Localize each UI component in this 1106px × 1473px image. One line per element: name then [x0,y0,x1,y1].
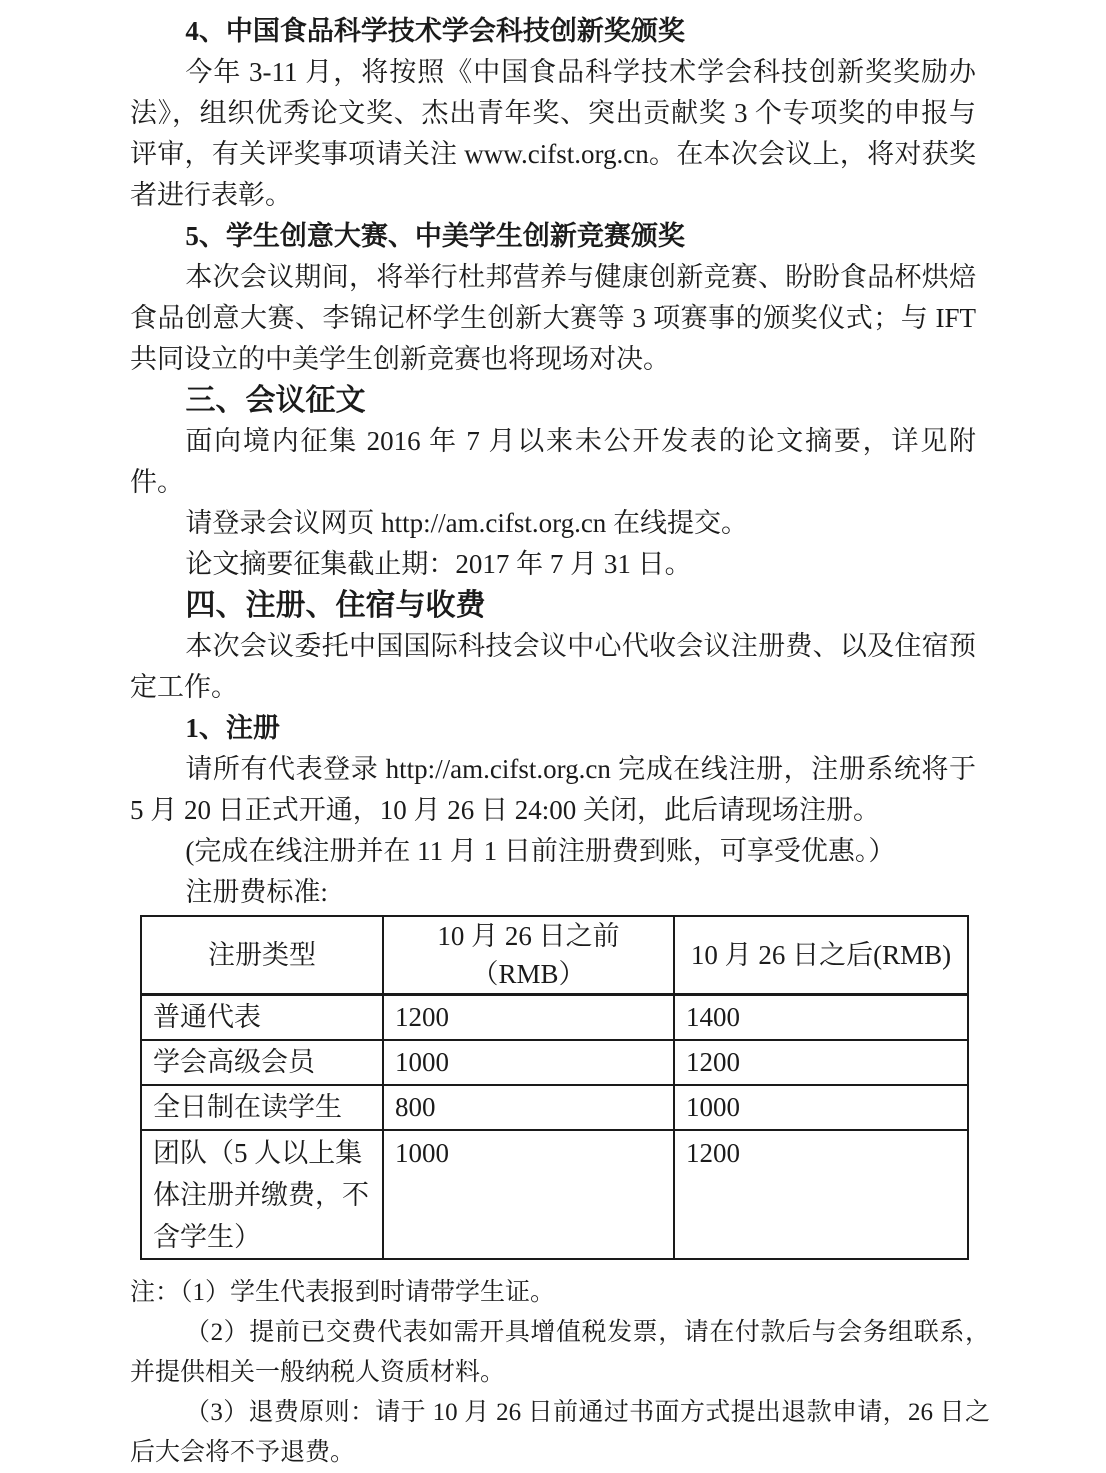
para-submit-online: 请登录会议网页 http://am.cifst.org.cn 在线提交。 [185,508,749,538]
cell-type: 全日制在读学生 [141,1085,383,1130]
cell-fee-after: 1400 [674,995,968,1041]
cell-type: 学会高级会员 [141,1040,383,1085]
cell-fee-after: 1000 [674,1085,968,1130]
cell-fee-after: 1200 [674,1040,968,1085]
table-row-fulltime-student [141,1085,968,1130]
heading-registration-accommodation-fees: 四、注册、住宿与收费 [185,589,486,622]
col-header-after-oct26: 10 月 26 日之后(RMB) [674,916,968,995]
cell-fee-before: 800 [383,1085,674,1130]
heading-call-for-papers: 三、会议征文 [185,384,366,417]
note-student-id: 注：（1）学生代表报到时请带学生证。 [130,1279,556,1306]
para-student-competitions: 本次会议期间，将举行杜邦营养与健康创新竞赛、盼盼食品杯烘焙食品创意大赛、李锦记杯学生创新大赛等 3 项赛事的颁奖仪式；与 IFT 共同设立的中美学生创新竞赛也将现场对决。 [130,262,976,374]
table-row-regular-delegate [141,995,968,1041]
heading-cifst-innovation-award: 4、中国食品科学技术学会科技创新奖颁奖 [185,16,685,46]
para-fee-standard-label: 注册费标准: [185,877,328,907]
cell-fee-before: 1200 [383,995,674,1041]
para-fee-collection-agent: 本次会议委托中国国际科技会议中心代收会议注册费、以及住宿预定工作。 [130,631,976,702]
cell-fee-before: 1000 [383,1040,674,1085]
table-row-senior-member [141,1040,968,1085]
cell-type: 普通代表 [141,995,383,1041]
col-header-registration-type: 注册类型 [141,916,383,995]
table-row-group [141,1130,968,1259]
registration-fee-table [140,915,969,1260]
para-abstract-scope: 面向境内征集 2016 年 7 月以来未公开发表的论文摘要，详见附件。 [130,426,976,497]
para-abstract-deadline: 论文摘要征集截止期：2017 年 7 月 31 日。 [185,549,692,579]
heading-student-competitions: 5、学生创意大赛、中美学生创新竞赛颁奖 [185,221,685,251]
para-cifst-innovation-award: 今年 3-11 月，将按照《中国食品科学技术学会科技创新奖奖励办法》，组织优秀论文奖、杰出青年奖、突出贡献奖 3 个专项奖的申报与评审，有关评奖事项请关注 www.cifst.org.cn。在本次会议上，将对获奖者进行表彰。 [130,57,976,210]
cell-fee-after: 1200 [674,1130,968,1259]
cell-fee-before: 1000 [383,1130,674,1259]
para-online-registration: 请所有代表登录 http://am.cifst.org.cn 完成在线注册，注册系统将于 5 月 20 日正式开通，10 月 26 日 24:00 关闭，此后请现场注册。 [130,754,976,825]
note-refund-policy: （3）退费原则：请于 10 月 26 日前通过书面方式提出退款申请，26 日之后大会将不予退费。 [130,1399,990,1466]
footnotes [130,1273,990,1473]
col-header-before-oct26: 10 月 26 日之前（RMB） [383,916,674,995]
fee-table-header-row [141,916,968,995]
cell-type: 团队（5 人以上集体注册并缴费，不含学生） [141,1130,383,1259]
heading-registration: 1、注册 [185,713,280,743]
para-early-bird-note: (完成在线注册并在 11 月 1 日前注册费到账，可享受优惠。） [185,836,896,866]
note-vat-invoice: （2）提前已交费代表如需开具增值税发票，请在付款后与会务组联系，并提供相关一般纳税人资质材料。 [130,1319,990,1386]
